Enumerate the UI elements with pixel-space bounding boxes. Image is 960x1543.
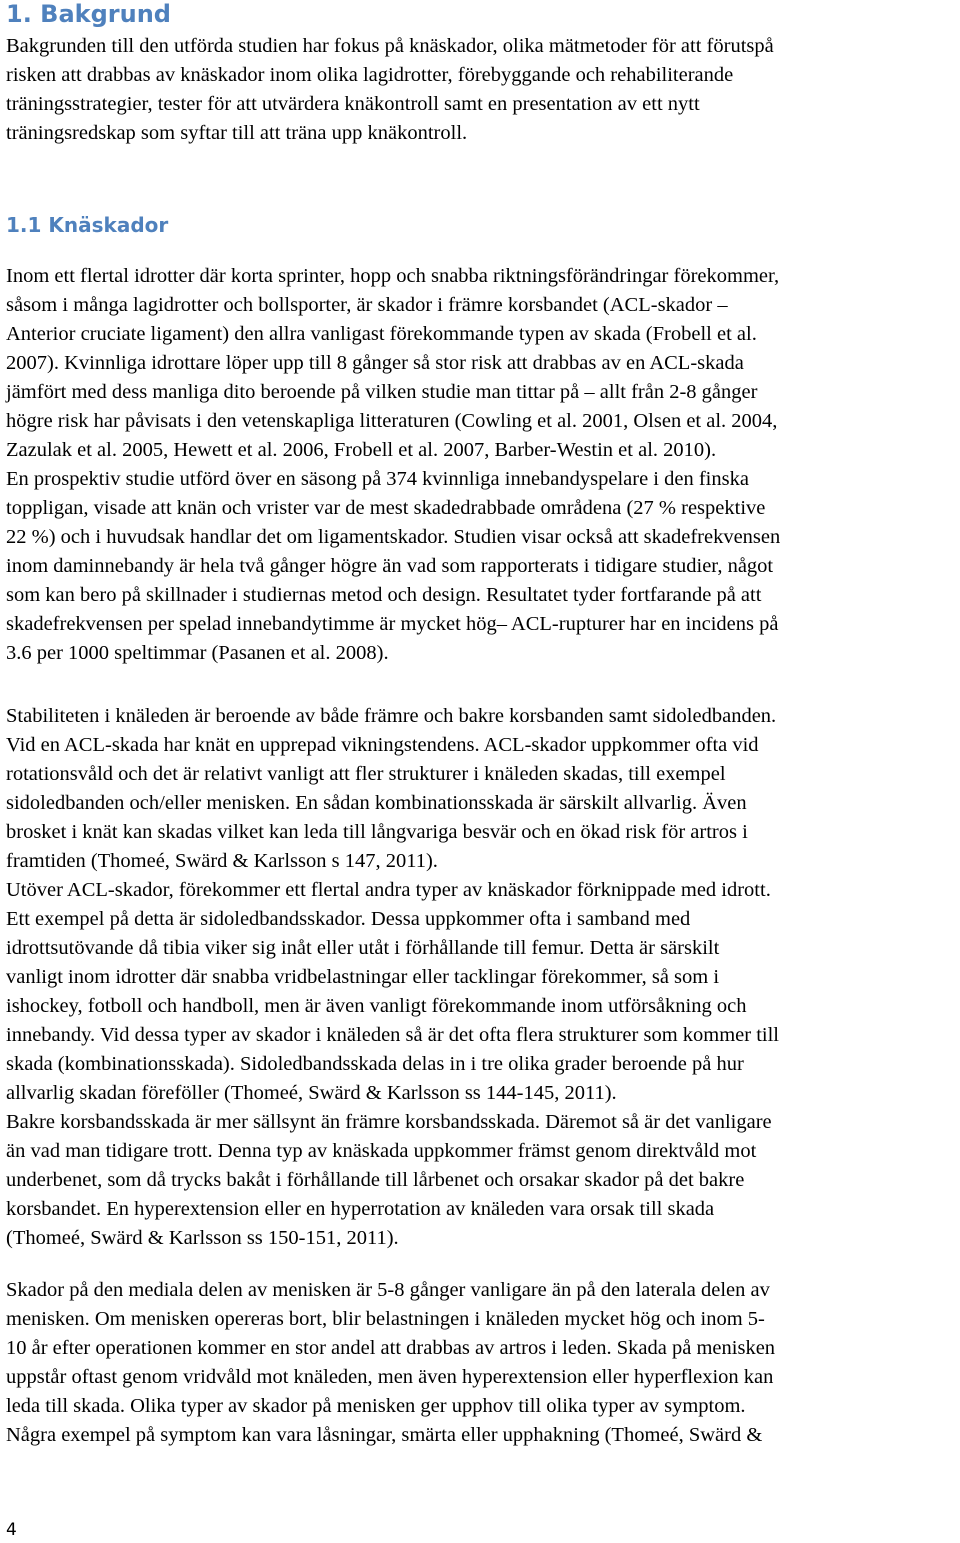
text-line: En prospektiv studie utförd över en säsong på 374 kvinnliga innebandyspelare i den finska bbox=[6, 468, 749, 490]
text-line: 10 år efter operationen kommer en stor andel att drabbas av artros i leden. Skada på menisken bbox=[6, 1337, 776, 1359]
text-line: korsbandet. En hyperextension eller en hyperrotation av knäleden vara orsak till skada bbox=[6, 1198, 715, 1220]
text-line: skada (kombinationsskada). Sidoledbandsskada delas in i tre olika grader beroende på hur bbox=[6, 1053, 744, 1075]
body-paragraph-2 bbox=[6, 702, 956, 1253]
text-line: ishockey, fotboll och handboll, men är även vanligt förekommande inom utförsåkning och bbox=[6, 995, 747, 1017]
text-line: vanligt inom idrotter där snabba vridbelastningar eller tacklingar förekommer, så som i bbox=[6, 966, 720, 988]
section-heading: 1. Bakgrund bbox=[6, 0, 171, 28]
text-line: (Thomeé, Swärd & Karlsson ss 150-151, 2011). bbox=[6, 1227, 399, 1249]
text-line: högre risk har påvisats i den vetenskapliga litteraturen (Cowling et al. 2001, Olsen et al. 2004, bbox=[6, 410, 778, 432]
text-line: Utöver ACL-skador, förekommer ett flertal andra typer av knäskador förknippade med idrott. bbox=[6, 879, 771, 901]
text-line: träningsstrategier, tester för att utvärdera knäkontroll samt en presentation av ett nytt bbox=[6, 93, 700, 115]
text-line: än vad man tidigare trott. Denna typ av knäskada uppkommer främst genom direktvåld mot bbox=[6, 1140, 757, 1162]
text-line: menisken. Om menisken opereras bort, blir belastningen i knäleden mycket hög och inom 5- bbox=[6, 1308, 765, 1330]
text-line: jämfört med dess manliga dito beroende på vilken studie man tittar på – allt från 2-8 gånger bbox=[6, 381, 758, 403]
text-line: framtiden (Thomeé, Swärd & Karlsson s 147, 2011). bbox=[6, 850, 438, 872]
text-line: såsom i många lagidrotter och bollsporter, är skador i främre korsbandet (ACL-skador – bbox=[6, 294, 728, 316]
intro-paragraph bbox=[6, 32, 956, 148]
text-line: idrottsutövande då tibia viker sig inåt eller utåt i förhållande till femur. Detta är särskilt bbox=[6, 937, 720, 959]
text-line: risken att drabbas av knäskador inom olika lagidrotter, förebyggande och rehabiliterande bbox=[6, 64, 734, 86]
text-line: Bakre korsbandsskada är mer sällsynt än främre korsbandsskada. Däremot så är det vanligare bbox=[6, 1111, 772, 1133]
text-line: träningsredskap som syftar till att träna upp knäkontroll. bbox=[6, 122, 468, 144]
text-line: toppligan, visade att knän och vrister var de mest skadedrabbade områdena (27 % respektive bbox=[6, 497, 766, 519]
text-line: Stabiliteten i knäleden är beroende av både främre och bakre korsbanden samt sidoledbanden. bbox=[6, 705, 777, 727]
text-line: Anterior cruciate ligament) den allra vanligast förekommande typen av skada (Frobell et al. bbox=[6, 323, 757, 345]
subsection-heading: 1.1 Knäskador bbox=[6, 213, 169, 237]
text-line: 3.6 per 1000 speltimmar (Pasanen et al. 2008). bbox=[6, 642, 389, 664]
text-line: rotationsvåld och det är relativt vanligt att fler strukturer i knäleden skadas, till exempel bbox=[6, 763, 726, 785]
text-line: inom daminnebandy är hela två gånger högre än vad som rapporterats i tidigare studier, något bbox=[6, 555, 774, 577]
text-line: leda till skada. Olika typer av skador på menisken ger upphov till olika typer av symptom. bbox=[6, 1395, 746, 1417]
text-line: 2007). Kvinnliga idrottare löper upp till 8 gånger så stor risk att drabbas av en ACL-skada bbox=[6, 352, 744, 374]
body-paragraph-3 bbox=[6, 1276, 956, 1450]
text-line: Zazulak et al. 2005, Hewett et al. 2006, Frobell et al. 2007, Barber-Westin et al. 2010). bbox=[6, 439, 717, 461]
text-line: sidoledbanden och/eller menisken. En sådan kombinationsskada är särskilt allvarlig. Även bbox=[6, 792, 747, 814]
text-line: Ett exempel på detta är sidoledbandsskador. Dessa uppkommer ofta i samband med bbox=[6, 908, 691, 930]
text-line: skadefrekvensen per spelad innebandytimme är mycket hög– ACL-rupturer har en incidens på bbox=[6, 613, 779, 635]
body-paragraph-1 bbox=[6, 262, 956, 668]
text-line: Inom ett flertal idrotter där korta sprinter, hopp och snabba riktningsförändringar förekommer, bbox=[6, 265, 780, 287]
text-line: uppstår oftast genom vridvåld mot knäleden, men även hyperextension eller hyperflexion kan bbox=[6, 1366, 774, 1388]
text-line: brosket i knät kan skadas vilket kan leda till långvariga besvär och en ökad risk för artros i bbox=[6, 821, 748, 843]
text-line: Vid en ACL-skada har knät en upprepad vikningstendens. ACL-skador uppkommer ofta vid bbox=[6, 734, 759, 756]
text-line: 22 %) och i huvudsak handlar det om ligamentskador. Studien visar också att skadefrekvensen bbox=[6, 526, 781, 548]
text-line: Några exempel på symptom kan vara låsningar, smärta eller upphakning (Thomeé, Swärd & bbox=[6, 1424, 763, 1446]
text-line: som kan bero på skillnader i studiernas metod och design. Resultatet tyder fortfarande på att bbox=[6, 584, 762, 606]
text-line: Bakgrunden till den utförda studien har fokus på knäskador, olika mätmetoder för att förutspå bbox=[6, 35, 774, 57]
text-line: innebandy. Vid dessa typer av skador i knäleden så är det ofta flera strukturer som kommer till bbox=[6, 1024, 779, 1046]
text-line: underbenet, som då trycks bakåt i förhållande till lårbenet och orsakar skador på det bakre bbox=[6, 1169, 745, 1191]
page-number: 4 bbox=[6, 1520, 17, 1540]
text-line: Skador på den mediala delen av menisken är 5-8 gånger vanligare än på den laterala delen av bbox=[6, 1279, 770, 1301]
text-line: allvarlig skadan föreföller (Thomeé, Swärd & Karlsson ss 144-145, 2011). bbox=[6, 1082, 617, 1104]
